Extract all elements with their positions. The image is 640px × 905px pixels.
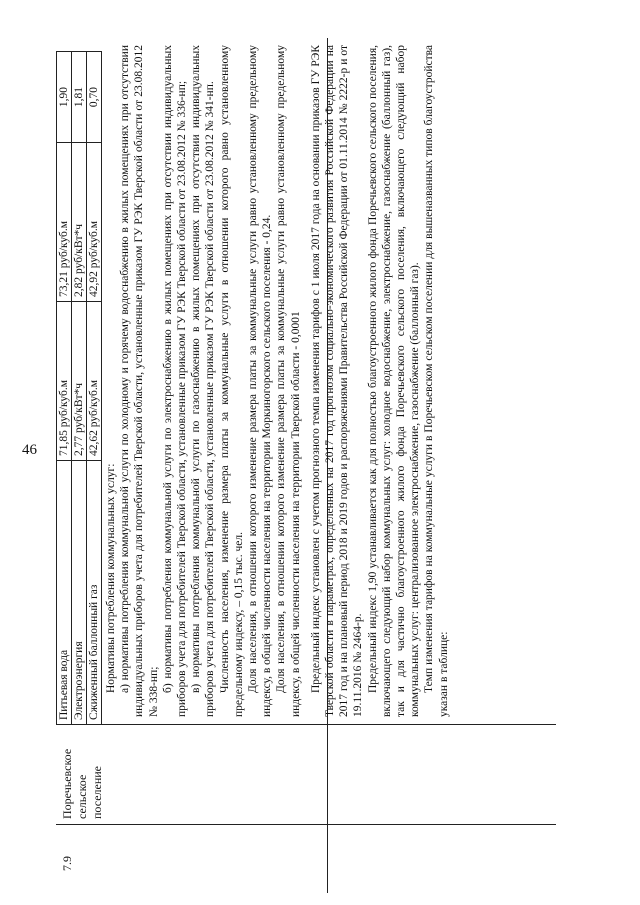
row-number-column	[56, 824, 556, 893]
table-cell: 73,21 руб/куб.м	[57, 143, 72, 302]
table-row	[57, 52, 72, 725]
table-cell: 71,85 руб/куб.м	[57, 302, 72, 461]
table-cell: 2,82 руб/кВт*ч	[72, 143, 87, 302]
paragraph: Доля населения, в отношении которого изменение размера платы за коммунальные услуги равно установленному предельному индексу, в общей численности населения на территории Моркиногорского сельского поселения - 0,24.	[247, 45, 274, 717]
settlement-column	[56, 724, 556, 825]
table-cell: 0,70	[87, 52, 102, 143]
table-cell: 2,77 руб/кВт*ч	[72, 302, 87, 461]
rotated-page-content	[56, 38, 556, 893]
paragraph: Численность населения, изменение размера платы за коммунальные услуги в отношении которого равно установленному предельному индексу, – 0,15 тыс. чел.	[218, 45, 245, 717]
table-cell: 42,92 руб/куб.м	[87, 143, 102, 302]
table-row	[87, 52, 102, 725]
paragraph: Темп изменения тарифов на коммунальные услуги в Поречьевском сельском поселении для вышеназванных типов благоустройства указан в таблице:	[423, 45, 450, 717]
paragraph: Нормативы потребления коммунальных услуг:	[105, 463, 117, 693]
row-text	[56, 45, 556, 720]
table-cell: Сжиженный баллонный газ	[87, 461, 102, 725]
table-row	[72, 52, 87, 725]
paragraph: в) нормативы потребления коммунальной услуги по газоснабжению в жилых помещениях при отсутствии индивидуальных приборов учета для потребителей Тверской области, установленные приказом ГУ РЭК Тверской области от 23.08.2012 № 341-нп.	[190, 45, 217, 717]
table-cell: 42,62 руб/куб.м	[87, 302, 102, 461]
tariff-table	[56, 51, 102, 725]
paragraph: Предельный индекс установлен с учетом прогнозного темпа изменения тарифов с 1 июля 2017 года на основании приказов ГУ РЭК Тверской области в параметрах, определенных на 2017 год прогнозом социально-экономического развития Российской Федерации на 2017 год и на плановый период 2018 и 2019 годов и распоряжениями Правительства Российской Федерации от 01.11.2014 № 2222-р и от 19.11.2016 № 2464-р.	[309, 45, 365, 717]
table-cell: 1,90	[57, 52, 72, 143]
table-cell: 1,81	[72, 52, 87, 143]
row-number: 7.9	[60, 856, 74, 871]
paragraph: Доля населения, в отношении которого изменение размера платы за коммунальные услуги равно установленному предельному индексу, в общей численности населения на территории Тверской области - 0,0001	[275, 45, 302, 717]
page-number: 46	[22, 442, 37, 458]
paragraph: а) нормативы потребления коммунальной услуги по холодному и горячему водоснабжению в жилых помещениях при отсутствии индивидуальных приборов учета для потребителей Тверской области, установленные приказом ГУ РЭК Тверской области от 23.08.2012 № 338-нп;	[119, 45, 160, 717]
paragraph: Предельный индекс 1,90 устанавливается как для полностью благоустроенного жилого фонда Поречьевского сельского поселения, включающего следующий набор коммунальных услуг: холодное водоснабжение, электроснабжение, газоснабжение (баллонный газ), так и для частично благоустроенного жилого фонда Поречьевского сельского поселения, включающего следующий набор коммунальных услуг: централизованное электроснабжение, газоснабжение (баллонный газ).	[366, 45, 422, 717]
table-cell: Питьевая вода	[57, 461, 72, 725]
paragraph: б) нормативы потребления коммунальной услуги по электроснабжению в жилых помещениях при отсутствии индивидуальных приборов учета для потребителей Тверской области, установленные приказом ГУ РЭК Тверской области от 23.08.2012 № 336-нп;	[161, 45, 189, 717]
table-cell: Электроэнергия	[72, 461, 87, 725]
settlement-name: Поречьевское сельское поселение	[60, 748, 104, 819]
